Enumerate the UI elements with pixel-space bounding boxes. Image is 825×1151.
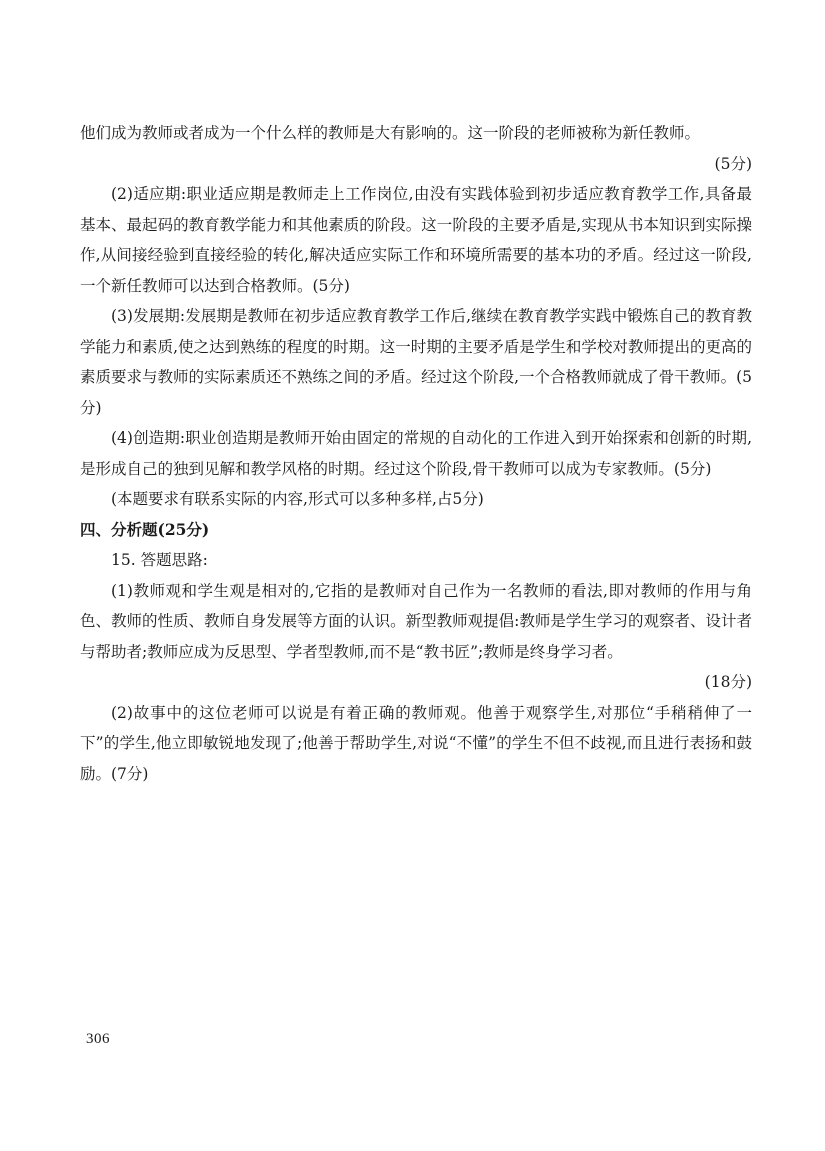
- continuation-paragraph: 他们成为教师或者成为一个什么样的教师是大有影响的。这一阶段的老师被称为新任教师。: [80, 124, 701, 142]
- score-label-18: (18分): [704, 673, 752, 691]
- page-number: 306: [86, 1031, 110, 1047]
- teacher-view-paragraph: (1)教师观和学生观是相对的,它指的是教师对自己作为一名教师的看法,即对教师的作用与角色、教师的性质、教师自身发展等方面的认识。新型教师观提倡:教师是学生学习的观察者、设计者与帮助者;教师应成为反思型、学者型教师,而不是“教书匠”;教师是终身学习者。: [80, 581, 752, 661]
- development-stage-paragraph: (3)发展期:发展期是教师在初步适应教育教学工作后,继续在教育教学实践中锻炼自己的教育教学能力和素质,使之达到熟练的程度的时期。这一时期的主要矛盾是学生和学校对教师提出的更高的素质要求与教师的实际素质还不熟练之间的矛盾。经过这个阶段,一个合格教师就成了骨干教师。(5分): [80, 307, 752, 417]
- adaptation-stage-paragraph: (2)适应期:职业适应期是教师走上工作岗位,由没有实践体验到初步适应教育教学工作,具备最基本、最起码的教育教学能力和其他素质的阶段。这一阶段的主要矛盾是,实现从书本知识到实际操作,从间接经验到直接经验的转化,解决适应实际工作和环境所需要的基本功的矛盾。经过这一阶段,一个新任教师可以达到合格教师。(5分): [80, 185, 752, 295]
- creation-stage-paragraph: (4)创造期:职业创造期是教师开始由固定的常规的自动化的工作进入到开始探索和创新的时期,是形成自己的独到见解和教学风格的时期。经过这个阶段,骨干教师可以成为专家教师。(5分): [80, 429, 752, 478]
- document-body: [80, 118, 752, 789]
- section-heading: 四、分析题(25分): [80, 519, 210, 539]
- question-intro: 15. 答题思路:: [111, 551, 208, 569]
- score-label: (5分): [714, 154, 752, 173]
- story-analysis-paragraph: (2)故事中的这位老师可以说是有着正确的教师观。他善于观察学生,对那位“手稍稍伸了一下”的学生,他立即敏锐地发现了;他善于帮助学生,对说“不懂”的学生不但不歧视,而且进行表扬和鼓励。(7分): [80, 703, 752, 783]
- scoring-note: (本题要求有联系实际的内容,形式可以多种多样,占5分): [111, 490, 484, 508]
